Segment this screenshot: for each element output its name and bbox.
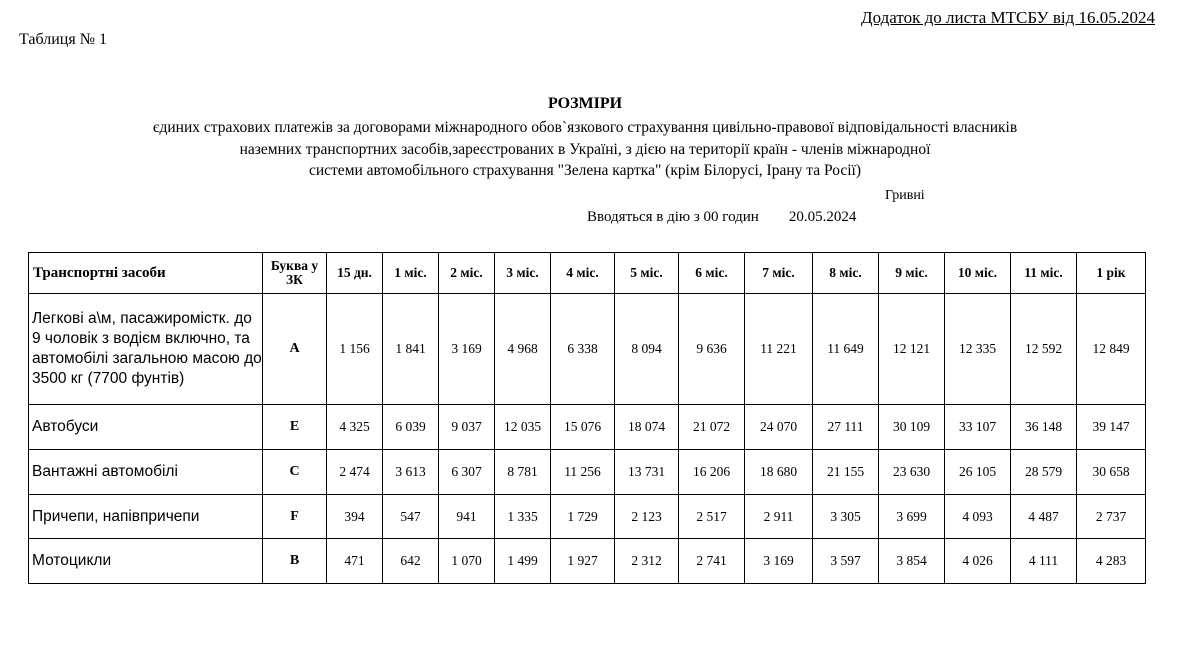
premium-value-cell: 12 592 — [1011, 294, 1077, 405]
vehicle-type-cell: Автобуси — [29, 405, 263, 450]
premium-value-cell: 30 658 — [1077, 450, 1146, 495]
header-period: 4 міс. — [551, 253, 615, 294]
table-row — [29, 450, 1146, 495]
premium-value-cell: 30 109 — [879, 405, 945, 450]
header-period: 2 міс. — [439, 253, 495, 294]
premium-value-cell: 16 206 — [679, 450, 745, 495]
premium-value-cell: 3 169 — [745, 539, 813, 584]
premium-value-cell: 4 968 — [495, 294, 551, 405]
premium-value-cell: 4 283 — [1077, 539, 1146, 584]
premium-value-cell: 6 307 — [439, 450, 495, 495]
table-row — [29, 539, 1146, 584]
subtitle-line-2: наземних транспортних засобів,зареєстрованих в Україні, з дією на території країн - членів міжнародної — [239, 141, 931, 158]
premium-value-cell: 941 — [439, 495, 495, 539]
premium-value-cell: 3 613 — [383, 450, 439, 495]
green-card-letter-cell: E — [263, 405, 327, 450]
premium-value-cell: 11 256 — [551, 450, 615, 495]
header-period: 9 міс. — [879, 253, 945, 294]
table-number: Таблиця № 1 — [19, 31, 107, 48]
table-body — [29, 294, 1146, 584]
premium-value-cell: 24 070 — [745, 405, 813, 450]
header-period: 10 міс. — [945, 253, 1011, 294]
premium-value-cell: 394 — [327, 495, 383, 539]
subtitle-line-1: єдиних страхових платежів за договорами міжнародного обов`язкового страхування цивільно-правової відповідальності власників — [152, 119, 1018, 136]
premium-value-cell: 2 911 — [745, 495, 813, 539]
premium-value-cell: 642 — [383, 539, 439, 584]
vehicle-type-cell: Вантажні автомобілі — [29, 450, 263, 495]
premium-value-cell: 2 741 — [679, 539, 745, 584]
premium-value-cell: 6 338 — [551, 294, 615, 405]
premium-value-cell: 12 849 — [1077, 294, 1146, 405]
header-period: 6 міс. — [679, 253, 745, 294]
premium-value-cell: 1 156 — [327, 294, 383, 405]
premium-value-cell: 21 155 — [813, 450, 879, 495]
green-card-letter-cell: F — [263, 495, 327, 539]
header-period: 1 міс. — [383, 253, 439, 294]
table-row — [29, 495, 1146, 539]
green-card-letter-cell: A — [263, 294, 327, 405]
premium-value-cell: 11 221 — [745, 294, 813, 405]
premium-value-cell: 13 731 — [615, 450, 679, 495]
header-period: 8 міс. — [813, 253, 879, 294]
premium-value-cell: 3 169 — [439, 294, 495, 405]
vehicle-type-cell: Легкові а\м, пасажиромістк. до 9 чоловік з водієм включно, та автомобілі загальною масою до 3500 кг (7700 фунтів) — [29, 294, 263, 405]
premium-value-cell: 9 636 — [679, 294, 745, 405]
premium-value-cell: 33 107 — [945, 405, 1011, 450]
header-period: 3 міс. — [495, 253, 551, 294]
premium-value-cell: 39 147 — [1077, 405, 1146, 450]
header-period: 5 міс. — [615, 253, 679, 294]
premium-value-cell: 8 781 — [495, 450, 551, 495]
header-period: 1 рік — [1077, 253, 1146, 294]
header-period: 11 міс. — [1011, 253, 1077, 294]
premium-value-cell: 9 037 — [439, 405, 495, 450]
premium-value-cell: 1 499 — [495, 539, 551, 584]
premium-value-cell: 547 — [383, 495, 439, 539]
premium-value-cell: 3 854 — [879, 539, 945, 584]
premium-value-cell: 3 699 — [879, 495, 945, 539]
subtitle-line-3: системи автомобільного страхування "Зелена картка" (крім Білорусі, Ірану та Росії) — [308, 162, 861, 179]
premium-value-cell: 6 039 — [383, 405, 439, 450]
premium-value-cell: 4 487 — [1011, 495, 1077, 539]
premium-value-cell: 28 579 — [1011, 450, 1077, 495]
document-title: РОЗМІРИ — [547, 95, 623, 112]
effective-label: Вводяться в дію з 00 годин — [587, 209, 759, 225]
header-period: 7 міс. — [745, 253, 813, 294]
premium-value-cell: 18 680 — [745, 450, 813, 495]
premium-value-cell: 27 111 — [813, 405, 879, 450]
vehicle-type-cell: Причепи, напівпричепи — [29, 495, 263, 539]
annex-reference: Додаток до листа МТСБУ від 16.05.2024 — [861, 8, 1155, 27]
header-period: 15 дн. — [327, 253, 383, 294]
premium-value-cell: 4 111 — [1011, 539, 1077, 584]
table-row — [29, 405, 1146, 450]
table-header-row — [29, 253, 1146, 294]
premium-value-cell: 36 148 — [1011, 405, 1077, 450]
premium-value-cell: 11 649 — [813, 294, 879, 405]
premium-value-cell: 2 474 — [327, 450, 383, 495]
header-vehicle: Транспортні засоби — [29, 253, 263, 294]
premium-value-cell: 3 305 — [813, 495, 879, 539]
premium-value-cell: 15 076 — [551, 405, 615, 450]
premium-value-cell: 21 072 — [679, 405, 745, 450]
premium-value-cell: 4 325 — [327, 405, 383, 450]
premium-value-cell: 1 729 — [551, 495, 615, 539]
rates-table — [28, 252, 1146, 584]
green-card-letter-cell: C — [263, 450, 327, 495]
premium-value-cell: 1 841 — [383, 294, 439, 405]
currency-label: Гривні — [885, 188, 925, 203]
premium-value-cell: 4 026 — [945, 539, 1011, 584]
premium-value-cell: 18 074 — [615, 405, 679, 450]
vehicle-type-cell: Мотоцикли — [29, 539, 263, 584]
premium-value-cell: 8 094 — [615, 294, 679, 405]
effective-date: 20.05.2024 — [788, 209, 857, 225]
premium-value-cell: 1 927 — [551, 539, 615, 584]
header-letter: Буква у ЗК — [263, 253, 327, 294]
premium-value-cell: 471 — [327, 539, 383, 584]
premium-value-cell: 2 312 — [615, 539, 679, 584]
premium-value-cell: 12 335 — [945, 294, 1011, 405]
premium-value-cell: 3 597 — [813, 539, 879, 584]
premium-value-cell: 2 123 — [615, 495, 679, 539]
table-row — [29, 294, 1146, 405]
premium-value-cell: 2 737 — [1077, 495, 1146, 539]
premium-value-cell: 1 335 — [495, 495, 551, 539]
green-card-letter-cell: B — [263, 539, 327, 584]
premium-value-cell: 12 035 — [495, 405, 551, 450]
premium-value-cell: 23 630 — [879, 450, 945, 495]
premium-value-cell: 12 121 — [879, 294, 945, 405]
effective-date-line — [587, 209, 856, 226]
premium-value-cell: 26 105 — [945, 450, 1011, 495]
premium-value-cell: 2 517 — [679, 495, 745, 539]
premium-value-cell: 4 093 — [945, 495, 1011, 539]
premium-value-cell: 1 070 — [439, 539, 495, 584]
